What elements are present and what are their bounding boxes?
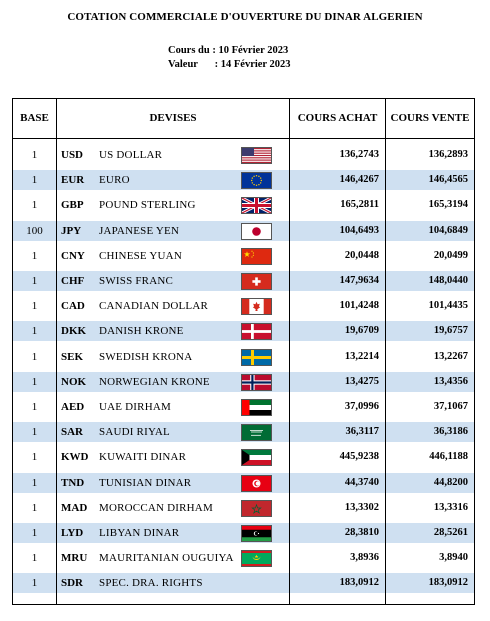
currency-name-cell: NORWEGIAN KRONE [99,375,210,388]
currency-code-cell: NOK [61,375,87,388]
sell-rate-cell: 165,3194 [428,199,468,211]
table-row [13,447,474,469]
currency-code-cell: CAD [61,300,85,313]
currency-code-cell: DKK [61,325,87,338]
sell-rate-cell: 136,2893 [428,149,468,160]
currency-name-cell: DANISH KRONE [99,325,184,338]
buy-rate-cell: 445,9238 [339,451,379,463]
currency-name-cell: US DOLLAR [99,149,163,161]
table-row [13,296,474,318]
quotation-date [168,45,288,56]
table-row [13,372,474,394]
libya-flag-icon [241,525,272,542]
base-cell: 1 [31,174,38,187]
value-date-value: : 14 Février 2023 [214,59,291,70]
currency-name-cell: KUWAITI DINAR [99,451,187,464]
column-divider [56,99,57,604]
sell-rate-cell: 19,6757 [433,325,468,337]
sell-rate-cell: 20,0499 [433,249,468,261]
currency-code-cell: MAD [61,501,88,514]
currency-name-cell: SPEC. DRA. RIGHTS [99,577,203,590]
currency-name-cell: MAURITANIAN OUGUIYA [99,552,234,565]
currency-code-cell: CHF [61,275,85,287]
buy-rate-cell: 19,6709 [344,325,379,337]
column-divider [289,99,290,604]
canada-flag-icon [241,298,272,315]
quotation-date-label: Cours du : [168,45,216,56]
denmark-flag-icon [241,323,272,340]
sell-rate-cell: 148,0440 [428,275,468,286]
currency-name-cell: EURO [99,174,130,187]
table-header [13,99,474,139]
sell-rate-cell: 104,6849 [428,224,468,236]
buy-rate-cell: 37,0996 [344,401,379,412]
table-row [13,246,474,268]
currency-name-cell: JAPANESE YEN [99,224,180,237]
currency-code-cell: SAR [61,426,84,439]
buy-rate-cell: 36,3117 [345,426,379,438]
currency-code-cell: SEK [61,350,84,363]
morocco-flag-icon [241,500,272,517]
uk-flag-icon [241,197,272,214]
sell-rate-cell: 36,3186 [433,426,468,438]
sell-rate-cell: 446,1188 [429,451,468,463]
table-row [13,170,474,192]
table-row [13,422,474,444]
buy-rate-cell: 13,3302 [344,501,379,513]
base-cell: 1 [31,199,38,212]
currency-name-cell: UAE DIRHAM [99,401,171,413]
currency-name-cell: SWISS FRANC [99,275,174,287]
column-divider [385,99,386,604]
base-cell: 100 [26,224,43,237]
base-cell: 1 [31,552,38,565]
table-row [13,397,474,419]
base-cell: 1 [31,325,38,338]
buy-rate-cell: 3,8936 [350,552,379,564]
header-devises: DEVISES [149,112,197,124]
japan-flag-icon [241,223,272,240]
currency-name-cell: MOROCCAN DIRHAM [99,501,213,514]
header-cours-vente: COURS VENTE [390,112,470,124]
uae-flag-icon [241,399,272,416]
value-date-label: Valeur [168,59,198,70]
currency-code-cell: KWD [61,451,89,464]
table-row [13,573,474,595]
buy-rate-cell: 165,2811 [340,199,379,211]
currency-code-cell: LYD [61,527,84,539]
currency-name-cell: CHINESE YUAN [99,249,182,262]
sell-rate-cell: 37,1067 [433,401,468,412]
table-row [13,498,474,520]
table-row [13,145,474,167]
sell-rate-cell: 13,4356 [433,375,468,387]
currency-code-cell: CNY [61,249,85,262]
base-cell: 1 [31,426,38,439]
base-cell: 1 [31,527,38,539]
china-flag-icon [241,248,272,265]
buy-rate-cell: 146,4267 [339,174,379,186]
currency-code-cell: EUR [61,174,85,187]
sell-rate-cell: 28,5261 [433,527,468,538]
quotation-date-value: 10 Février 2023 [218,45,289,56]
currency-name-cell: TUNISIAN DINAR [99,476,192,489]
base-cell: 1 [31,300,38,313]
table-row [13,473,474,495]
table-row [13,271,474,293]
value-date [168,59,291,70]
table-row [13,321,474,343]
currency-code-cell: SDR [61,577,84,590]
currency-name-cell: POUND STERLING [99,199,196,212]
base-cell: 1 [31,577,38,590]
us-flag-icon [241,147,272,164]
table-row [13,347,474,369]
buy-rate-cell: 44,3740 [344,476,379,488]
switzerland-flag-icon [241,273,272,290]
buy-rate-cell: 136,2743 [339,149,379,160]
buy-rate-cell: 13,2214 [344,350,379,362]
buy-rate-cell: 20,0448 [344,249,379,261]
base-cell: 1 [31,249,38,262]
currency-code-cell: USD [61,149,84,161]
sell-rate-cell: 44,8200 [433,476,468,488]
base-cell: 1 [31,375,38,388]
sell-rate-cell: 3,8940 [439,552,468,564]
base-cell: 1 [31,401,38,413]
currency-name-cell: SAUDI RIYAL [99,426,170,439]
buy-rate-cell: 183,0912 [339,577,379,589]
buy-rate-cell: 28,3810 [344,527,379,538]
buy-rate-cell: 101,4248 [339,300,379,312]
saudi-flag-icon [241,424,272,441]
buy-rate-cell: 147,9634 [339,275,379,286]
currency-code-cell: MRU [61,552,88,565]
table-row [13,195,474,217]
currency-name-cell: CANADIAN DOLLAR [99,300,209,313]
norway-flag-icon [241,374,272,391]
currency-name-cell: LIBYAN DINAR [99,527,180,539]
currency-code-cell: JPY [61,224,82,237]
sell-rate-cell: 13,2267 [433,350,468,362]
header-base: BASE [20,112,49,124]
sell-rate-cell: 146,4565 [428,174,468,186]
table-row [13,548,474,570]
table-row [13,221,474,243]
eu-flag-icon [241,172,272,189]
base-cell: 1 [31,275,38,287]
base-cell: 1 [31,350,38,363]
currency-code-cell: AED [61,401,85,413]
kuwait-flag-icon [241,449,272,466]
exchange-rate-table [12,98,475,605]
base-cell: 1 [31,501,38,514]
buy-rate-cell: 104,6493 [339,224,379,236]
base-cell: 1 [31,451,38,464]
base-cell: 1 [31,476,38,489]
buy-rate-cell: 13,4275 [344,375,379,387]
base-cell: 1 [31,149,38,161]
header-cours-achat: COURS ACHAT [297,112,378,124]
sell-rate-cell: 183,0912 [428,577,468,589]
sweden-flag-icon [241,349,272,366]
tunisia-flag-icon [241,475,272,492]
sell-rate-cell: 101,4435 [428,300,468,312]
currency-name-cell: SWEDISH KRONA [99,350,193,363]
page-title: COTATION COMMERCIALE D'OUVERTURE DU DINAR ALGERIEN [67,11,423,23]
currency-code-cell: GBP [61,199,84,212]
currency-code-cell: TND [61,476,85,489]
table-row [13,523,474,545]
sell-rate-cell: 13,3316 [433,501,468,513]
mauritania-flag-icon [241,550,272,567]
